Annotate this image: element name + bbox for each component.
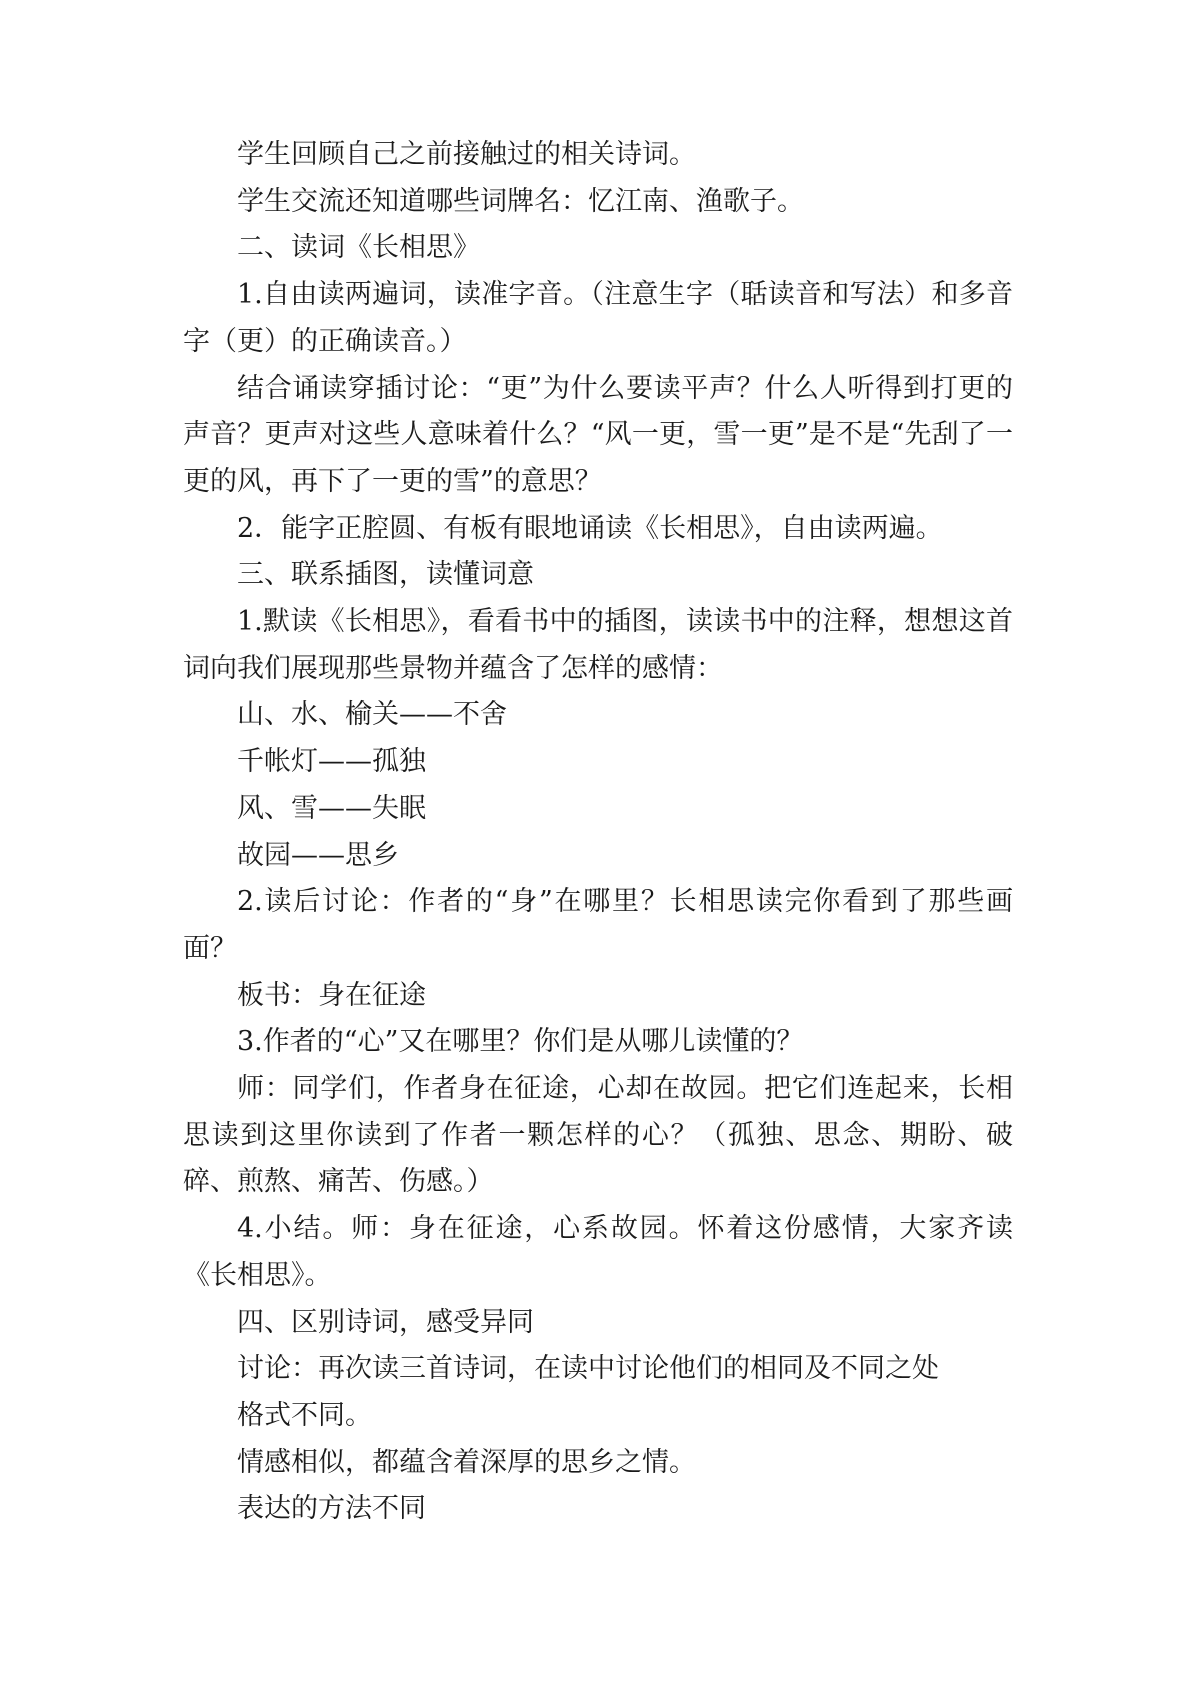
paragraph-cipai: 学生交流还知道哪些词牌名：忆江南、渔歌子。 <box>237 185 804 217</box>
list-item-scenery-1: 山、水、榆关——不舍 <box>237 699 507 731</box>
paragraph-blackboard: 板书：身在征途 <box>237 979 426 1011</box>
document-body <box>183 132 1013 1533</box>
paragraph-emotion: 情感相似，都蕴含着深厚的思乡之情。 <box>237 1446 696 1478</box>
list-item-scenery-2: 千帐灯——孤独 <box>237 746 426 778</box>
paragraph-teacher: 师：同学们，作者身在征途，心却在故园。把它们连起来，长相思读到这里你读到了作者一颗怎样的心？（孤独、思念、期盼、破碎、煎熬、痛苦、伤感。） <box>183 1073 1013 1198</box>
section-heading-read: 二、读词《长相思》 <box>237 232 480 264</box>
paragraph-silent-read: 1.默读《长相思》，看看书中的插图，读读书中的注释，想想这首词向我们展现那些景物并蕴含了怎样的感情： <box>183 606 1013 684</box>
paragraph-body-question: 2.读后讨论：作者的“身”在哪里？长相思读完你看到了那些画面？ <box>183 886 1013 964</box>
paragraph-discussion-geng: 结合诵读穿插讨论：“更”为什么要读平声？什么人听得到打更的声音？更声对这些人意味着什么？“风一更，雪一更”是不是“先刮了一更的风，再下了一更的雪”的意思？ <box>183 372 1013 497</box>
paragraph-expression: 表达的方法不同 <box>237 1493 426 1525</box>
section-heading-compare: 四、区别诗词，感受异同 <box>237 1306 534 1338</box>
paragraph-summary: 4.小结。师：身在征途，心系故园。怀着这份感情，大家齐读《长相思》。 <box>183 1213 1013 1291</box>
paragraph-heart-question: 3.作者的“心”又在哪里？你们是从哪儿读懂的？ <box>237 1026 804 1058</box>
paragraph-compare-discussion: 讨论：再次读三首诗词，在读中讨论他们的相同及不同之处 <box>237 1353 939 1385</box>
paragraph-read-twice: 1.自由读两遍词，读准字音。（注意生字（聒读音和写法）和多音字（更）的正确读音。） <box>183 279 1013 357</box>
paragraph-format: 格式不同。 <box>237 1399 372 1431</box>
list-item-scenery-3: 风、雪——失眠 <box>237 792 426 824</box>
section-heading-illustration: 三、联系插图，读懂词意 <box>237 559 534 591</box>
paragraph-review: 学生回顾自己之前接触过的相关诗词。 <box>237 139 696 170</box>
paragraph-recite: 2．能字正腔圆、有板有眼地诵读《长相思》，自由读两遍。 <box>237 512 943 544</box>
list-item-scenery-4: 故园——思乡 <box>237 839 399 871</box>
